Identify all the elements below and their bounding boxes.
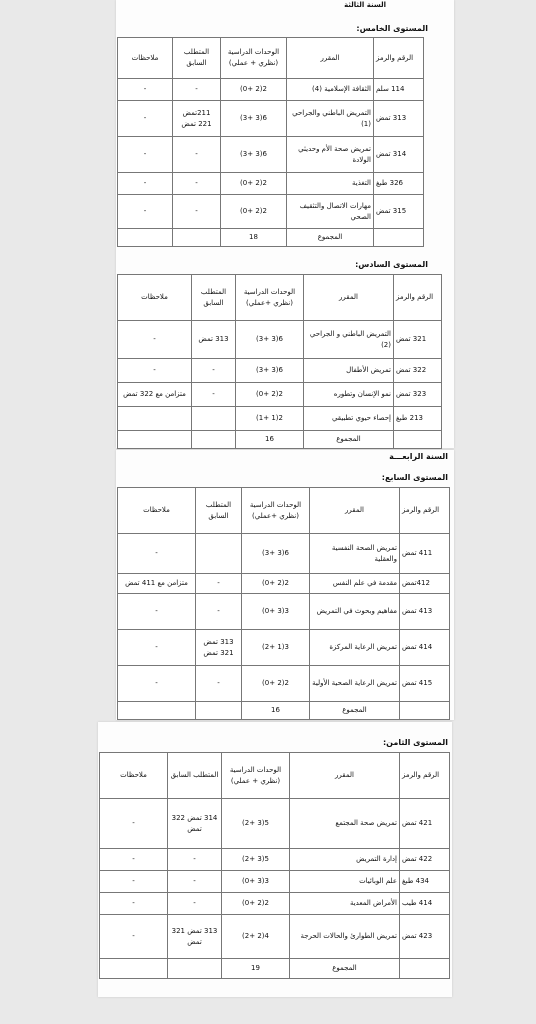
cell-course: إدارة التمريض (290, 849, 400, 871)
cell-code: 434 طبغ (400, 871, 450, 893)
cell-course: تمريض صحة المجتمع (290, 799, 400, 849)
cell-units: 2(2 +0) (221, 173, 287, 195)
level7-label: المستوى السابع: (381, 473, 448, 482)
cell-units: 5(3 +2) (222, 799, 290, 849)
level7-table (117, 487, 450, 720)
total-label: المجموع (287, 229, 374, 247)
cell-prereq: - (168, 871, 222, 893)
table-row (118, 173, 424, 195)
cell-notes: - (100, 799, 168, 849)
cell-units: 2(2 +0) (236, 383, 304, 407)
table-row (118, 407, 442, 431)
cell-units: 6(3 +3) (236, 321, 304, 359)
cell-prereq (196, 534, 242, 574)
year3-title: السنة الثالثة (344, 1, 386, 9)
cell-units: 2(2 +0) (242, 666, 310, 702)
header-course: المقرر (304, 275, 394, 321)
total-value: 16 (242, 702, 310, 720)
level6-table (117, 274, 442, 449)
cell-notes: - (118, 195, 173, 229)
table-row (118, 79, 424, 101)
total-row (118, 229, 424, 247)
cell-course: تمريض الصحة النفسية والعقلية (310, 534, 400, 574)
cell-code: 413 تمض (400, 594, 450, 630)
cell-code: 322 تمض (394, 359, 442, 383)
cell-course: تمريض الرعاية الصحية الأولية (310, 666, 400, 702)
cell-prereq: - (196, 666, 242, 702)
cell-prereq: 313 تمض (192, 321, 236, 359)
header-prereq: المتطلب السابق (168, 753, 222, 799)
table-row (100, 893, 450, 915)
cell-units: 6(3 +3) (221, 137, 287, 173)
cell-prereq: - (173, 137, 221, 173)
table-row (118, 195, 424, 229)
header-code: الرقم والرمز (394, 275, 442, 321)
table-row (100, 799, 450, 849)
header-code: الرقم والرمز (400, 488, 450, 534)
cell-units: 6(3 +3) (221, 101, 287, 137)
header-notes: ملاحظات (100, 753, 168, 799)
cell-code: 315 تمض (374, 195, 424, 229)
header-notes: ملاحظات (118, 488, 196, 534)
total-value: 16 (236, 431, 304, 449)
table-row (118, 594, 450, 630)
header-units: الوحدات الدراسية (نظري +عملي) (236, 275, 304, 321)
cell-prereq: - (192, 359, 236, 383)
cell-notes: - (118, 594, 196, 630)
header-units: الوحدات الدراسية (نظري +عملي) (242, 488, 310, 534)
cell-course: التغذية (287, 173, 374, 195)
cell-notes (118, 407, 192, 431)
total-row (118, 702, 450, 720)
level8-table (99, 752, 450, 979)
table-row (118, 574, 450, 594)
total-row (100, 959, 450, 979)
table-row (118, 630, 450, 666)
cell-notes: - (118, 630, 196, 666)
cell-prereq: - (192, 383, 236, 407)
cell-course: مهارات الاتصال والتثقيف الصحي (287, 195, 374, 229)
total-value: 19 (222, 959, 290, 979)
cell-units: 2(2 +0) (222, 893, 290, 915)
cell-code: 411 تمض (400, 534, 450, 574)
table-row (100, 915, 450, 959)
cell-prereq: 313 تمض 321 تمض (196, 630, 242, 666)
cell-code: 313 تمض (374, 101, 424, 137)
cell-prereq: - (173, 79, 221, 101)
cell-code: 321 تمض (394, 321, 442, 359)
table-row (100, 849, 450, 871)
cell-notes: - (118, 534, 196, 574)
total-row (118, 431, 442, 449)
total-label: المجموع (290, 959, 400, 979)
cell-course: التمريض الباطني والجراحي (1) (287, 101, 374, 137)
header-prereq: المتطلب السابق (173, 38, 221, 79)
cell-course: تمريض الطوارئ والحالات الحرجة (290, 915, 400, 959)
cell-course: مفاهيم وبحوث في التمريض (310, 594, 400, 630)
year4-title: السنة الرابعـــة (389, 452, 448, 461)
cell-notes: متزامن مع 322 تمض (118, 383, 192, 407)
header-units: الوحدات الدراسية (نظري + عملي) (222, 753, 290, 799)
cell-prereq: 314 تمض 322 تمض (168, 799, 222, 849)
level6-label: المستوى السادس: (355, 260, 428, 269)
cell-course: علم الوبائيات (290, 871, 400, 893)
cell-units: 2(1 +1) (236, 407, 304, 431)
cell-code: 323 تمض (394, 383, 442, 407)
cell-course: الثقافة الإسلامية (4) (287, 79, 374, 101)
table-row (118, 101, 424, 137)
cell-prereq: - (168, 849, 222, 871)
header-course: المقرر (290, 753, 400, 799)
cell-code: 421 تمض (400, 799, 450, 849)
table-row (118, 359, 442, 383)
table-row (118, 137, 424, 173)
header-notes: ملاحظات (118, 38, 173, 79)
cell-prereq: - (173, 173, 221, 195)
cell-code: 412تمض (400, 574, 450, 594)
total-label: المجموع (304, 431, 394, 449)
cell-prereq: - (173, 195, 221, 229)
cell-course: إحصاء حيوي تطبيقي (304, 407, 394, 431)
cell-notes: - (118, 321, 192, 359)
cell-notes: - (118, 79, 173, 101)
cell-code: 414 تمض (400, 630, 450, 666)
cell-notes: - (118, 101, 173, 137)
cell-code: 423 تمض (400, 915, 450, 959)
cell-units: 3(1 +2) (242, 630, 310, 666)
total-value: 18 (221, 229, 287, 247)
cell-prereq: 211تمض 221 تمض (173, 101, 221, 137)
cell-code: 422 تمض (400, 849, 450, 871)
cell-units: 5(3 +2) (222, 849, 290, 871)
cell-units: 3(3 +0) (242, 594, 310, 630)
header-prereq: المتطلب السابق (196, 488, 242, 534)
table-row (100, 871, 450, 893)
cell-course: التمريض الباطني و الجراحي (2) (304, 321, 394, 359)
cell-course: مقدمة في علم النفس (310, 574, 400, 594)
cell-units: 2(2 +0) (221, 195, 287, 229)
cell-notes: - (100, 871, 168, 893)
cell-notes: - (100, 849, 168, 871)
header-notes: ملاحظات (118, 275, 192, 321)
cell-units: 6(3 +3) (236, 359, 304, 383)
cell-prereq (192, 407, 236, 431)
cell-code: 114 سلم (374, 79, 424, 101)
cell-units: 4(2 +2) (222, 915, 290, 959)
cell-prereq: - (196, 594, 242, 630)
cell-code: 415 تمض (400, 666, 450, 702)
table-row (118, 383, 442, 407)
cell-code: 414 طيب (400, 893, 450, 915)
cell-notes: - (118, 666, 196, 702)
table-row (118, 666, 450, 702)
cell-course: الأمراض المعدية (290, 893, 400, 915)
cell-prereq: - (168, 893, 222, 915)
cell-prereq: 313 تمض 321 تمض (168, 915, 222, 959)
cell-units: 2(2 +0) (221, 79, 287, 101)
cell-notes: - (100, 893, 168, 915)
cell-notes: - (118, 359, 192, 383)
header-code: الرقم والرمز (400, 753, 450, 799)
cell-notes: متزامن مع 411 تمض (118, 574, 196, 594)
cell-units: 6(3 +3) (242, 534, 310, 574)
header-course: المقرر (287, 38, 374, 79)
level5-label: المستوى الخامس: (356, 24, 428, 33)
cell-code: 314 تمض (374, 137, 424, 173)
cell-code: 213 طبغ (394, 407, 442, 431)
level8-label: المستوى الثامن: (382, 738, 448, 747)
cell-course: تمريض الأطفال (304, 359, 394, 383)
cell-notes: - (118, 173, 173, 195)
cell-course: تمريض الرعاية المركزة (310, 630, 400, 666)
header-units: الوحدات الدراسية (نظري + عملي) (221, 38, 287, 79)
total-label: المجموع (310, 702, 400, 720)
level5-table (117, 37, 424, 247)
table-row (118, 321, 442, 359)
cell-notes: - (118, 137, 173, 173)
cell-prereq: - (196, 574, 242, 594)
cell-units: 2(2 +0) (242, 574, 310, 594)
cell-course: نمو الإنسان وتطوره (304, 383, 394, 407)
cell-course: تمريض صحة الأم وحديثي الولادة (287, 137, 374, 173)
header-prereq: المتطلب السابق (192, 275, 236, 321)
cell-notes: - (100, 915, 168, 959)
table-row (118, 534, 450, 574)
cell-code: 326 طبغ (374, 173, 424, 195)
cell-units: 3(3 +0) (222, 871, 290, 893)
header-code: الرقم والرمز (374, 38, 424, 79)
header-course: المقرر (310, 488, 400, 534)
